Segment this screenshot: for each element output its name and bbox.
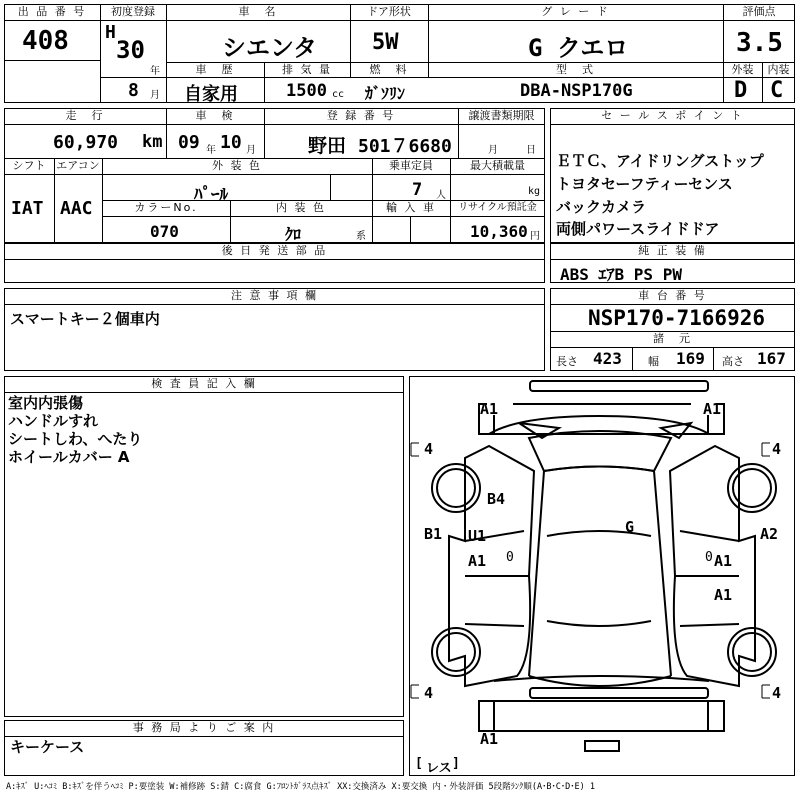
ac: AAC (60, 198, 93, 219)
inspector-line-4: ホイールカバー A (8, 448, 130, 466)
inspector-line-1: 室内内張傷 (8, 394, 84, 412)
spare-tire-bracket-close: ] (452, 756, 460, 771)
recycle: 10,360 (470, 222, 528, 241)
lot-no-label: 出 品 番 号 (17, 5, 87, 18)
svg-text:0: 0 (705, 550, 713, 565)
displacement-unit: cc (332, 89, 345, 100)
sales-label: セ ー ル ス ポ イ ン ト (601, 109, 744, 122)
exterior-label: 外装 (731, 63, 754, 76)
mileage-label: 走 行 (65, 109, 105, 122)
inspection-year-unit: 年 (206, 145, 216, 156)
equipment: ABS ｴｱB PS PW (560, 265, 682, 284)
notes-label: 注 意 事 項 欄 (231, 289, 318, 302)
chassis-label: 車 台 番 号 (638, 289, 707, 302)
damage-mark-left-door: U1 (468, 527, 487, 545)
equipment-label: 純 正 装 備 (638, 244, 707, 257)
height-label: 高さ (722, 355, 744, 368)
car-diagram (409, 376, 795, 776)
color-label: 外 装 色 (212, 159, 262, 172)
recycle-unit: 円 (530, 231, 540, 242)
tire-tread-rear-left: 4 (424, 684, 434, 702)
tire-tread-front-right: 4 (772, 440, 782, 458)
damage-mark-rear-bumper: A1 (480, 730, 499, 748)
notes-value: スマートキー２個車内 (10, 310, 160, 328)
tire-tread-front-left: 4 (424, 440, 434, 458)
capacity-label: 乗車定員 (389, 159, 433, 172)
lot-no: 408 (22, 26, 69, 56)
fuel: ｶﾞｿﾘﾝ (365, 84, 406, 103)
year-unit: 年 (150, 66, 160, 77)
sales-line-4: 両側パワースライドドア (556, 220, 720, 238)
inspector-line-3: シートしわ、へたり (8, 430, 143, 448)
load-label: 最大積載量 (470, 159, 525, 172)
chassis-number: NSP170-7166926 (588, 306, 766, 330)
transfer-day-unit: 日 (526, 145, 536, 156)
damage-mark-hood-left: B4 (487, 490, 506, 508)
shift-label: シフト (12, 159, 46, 172)
grade: G クエロ (528, 34, 629, 62)
fuel-label: 燃 料 (369, 63, 409, 76)
color-no-label: カラーNo. (134, 201, 198, 214)
transfer-month-unit: 月 (488, 145, 498, 156)
recycle-label: リサイクル預託金 (458, 202, 537, 213)
first-reg-era: H (105, 22, 116, 43)
spare-tire-bracket-open: [ (415, 756, 423, 771)
damage-mark-windshield: G (625, 518, 635, 536)
car-name: シエンタ (222, 34, 318, 62)
length: 423 (593, 349, 622, 368)
office-value: キーケース (10, 738, 85, 756)
score-label: 評価点 (742, 5, 776, 18)
sales-line-2: トヨタセーフティーセンス (556, 175, 733, 193)
import-label: 輸 入 車 (386, 201, 436, 214)
legend: A:ｷｽﾞ U:ﾍｺﾐ B:ｷｽﾞを伴うﾍｺﾐ P:要塗装 W:補修跡 S:錆 C:腐食 G:ﾌﾛﾝﾄｶﾞﾗｽ点ｷｽﾞ XX:交換済み X:要交換 内・外装評価 5段階ﾗﾝｸ順(A･B･C･D･E) 1 (6, 782, 595, 792)
color: ﾊﾟｰﾙ (194, 185, 228, 205)
ac-label: エアコン (56, 159, 100, 172)
history: 自家用 (184, 84, 238, 105)
inspection-month-unit: 月 (246, 145, 256, 156)
length-label: 長さ (556, 355, 578, 368)
model-label: 型 式 (556, 63, 595, 76)
plate-number: 501７6680 (358, 136, 452, 157)
capacity: 7 (412, 180, 423, 200)
interior-score: C (770, 78, 784, 103)
capacity-unit: 人 (436, 190, 446, 201)
damage-mark-front-right: A1 (703, 400, 722, 418)
tire-tread-rear-right: 4 (772, 684, 782, 702)
damage-mark-left-fender: B1 (424, 525, 443, 543)
int-color: ｸﾛ (285, 225, 302, 244)
grade-label: グ レ ー ド (541, 5, 610, 18)
first-reg-year: 30 (116, 36, 145, 64)
month-unit: 月 (150, 90, 160, 101)
model: DBA-NSP170G (520, 81, 633, 101)
damage-mark-front-left: A1 (480, 400, 499, 418)
width: 169 (676, 349, 705, 368)
displacement: 1500 (286, 81, 327, 101)
svg-text:0: 0 (506, 550, 514, 565)
int-color-unit: 系 (356, 231, 366, 242)
later-parts-label: 後 日 発 送 部 品 (221, 244, 328, 257)
width-label: 幅 (648, 355, 659, 368)
sales-line-1: ＥＴＣ、アイドリングストップ (556, 152, 764, 170)
interior-label: 内装 (767, 63, 790, 76)
score: 3.5 (736, 28, 783, 58)
exterior-score: D (734, 78, 748, 103)
height: 167 (757, 349, 786, 368)
first-reg-label: 初度登録 (111, 5, 155, 18)
mileage: 60,970 (53, 132, 119, 153)
inspector-label: 検 査 員 記 入 欄 (151, 377, 257, 390)
shift: IAT (11, 198, 44, 219)
damage-mark-right-door: A1 (714, 552, 733, 570)
inspection-month: 10 (220, 132, 242, 153)
doors: 5W (372, 30, 399, 55)
plate-area: 野田 (308, 135, 347, 157)
first-reg-month: 8 (128, 80, 139, 101)
office-label: 事 務 局 よ り ご 案 内 (132, 721, 276, 734)
displacement-label: 排 気 量 (282, 63, 332, 76)
dims-label: 諸 元 (653, 332, 692, 345)
load-unit: kg (528, 186, 541, 197)
sales-line-3: バックカメラ (556, 198, 647, 216)
damage-mark-left-door-lower: A1 (468, 552, 487, 570)
mileage-unit: km (142, 132, 163, 152)
plate-label: 登 録 番 号 (326, 109, 396, 122)
history-label: 車 歴 (195, 63, 235, 76)
car-name-label: 車 名 (238, 5, 278, 18)
vehicle-info-frame (4, 108, 545, 243)
color-no: 070 (150, 222, 179, 241)
damage-mark-right-fender: A2 (760, 525, 779, 543)
damage-mark-right-rear: A1 (714, 586, 733, 604)
doors-label: ドア形状 (367, 5, 411, 18)
inspector-line-2: ハンドルすれ (8, 412, 99, 430)
int-color-label: 内 装 色 (276, 201, 326, 214)
inspection-label: 車 検 (195, 109, 235, 122)
spare-tire: レス (426, 761, 452, 776)
inspection-year: 09 (178, 132, 200, 153)
transfer-label: 譲渡書類期限 (468, 109, 535, 122)
